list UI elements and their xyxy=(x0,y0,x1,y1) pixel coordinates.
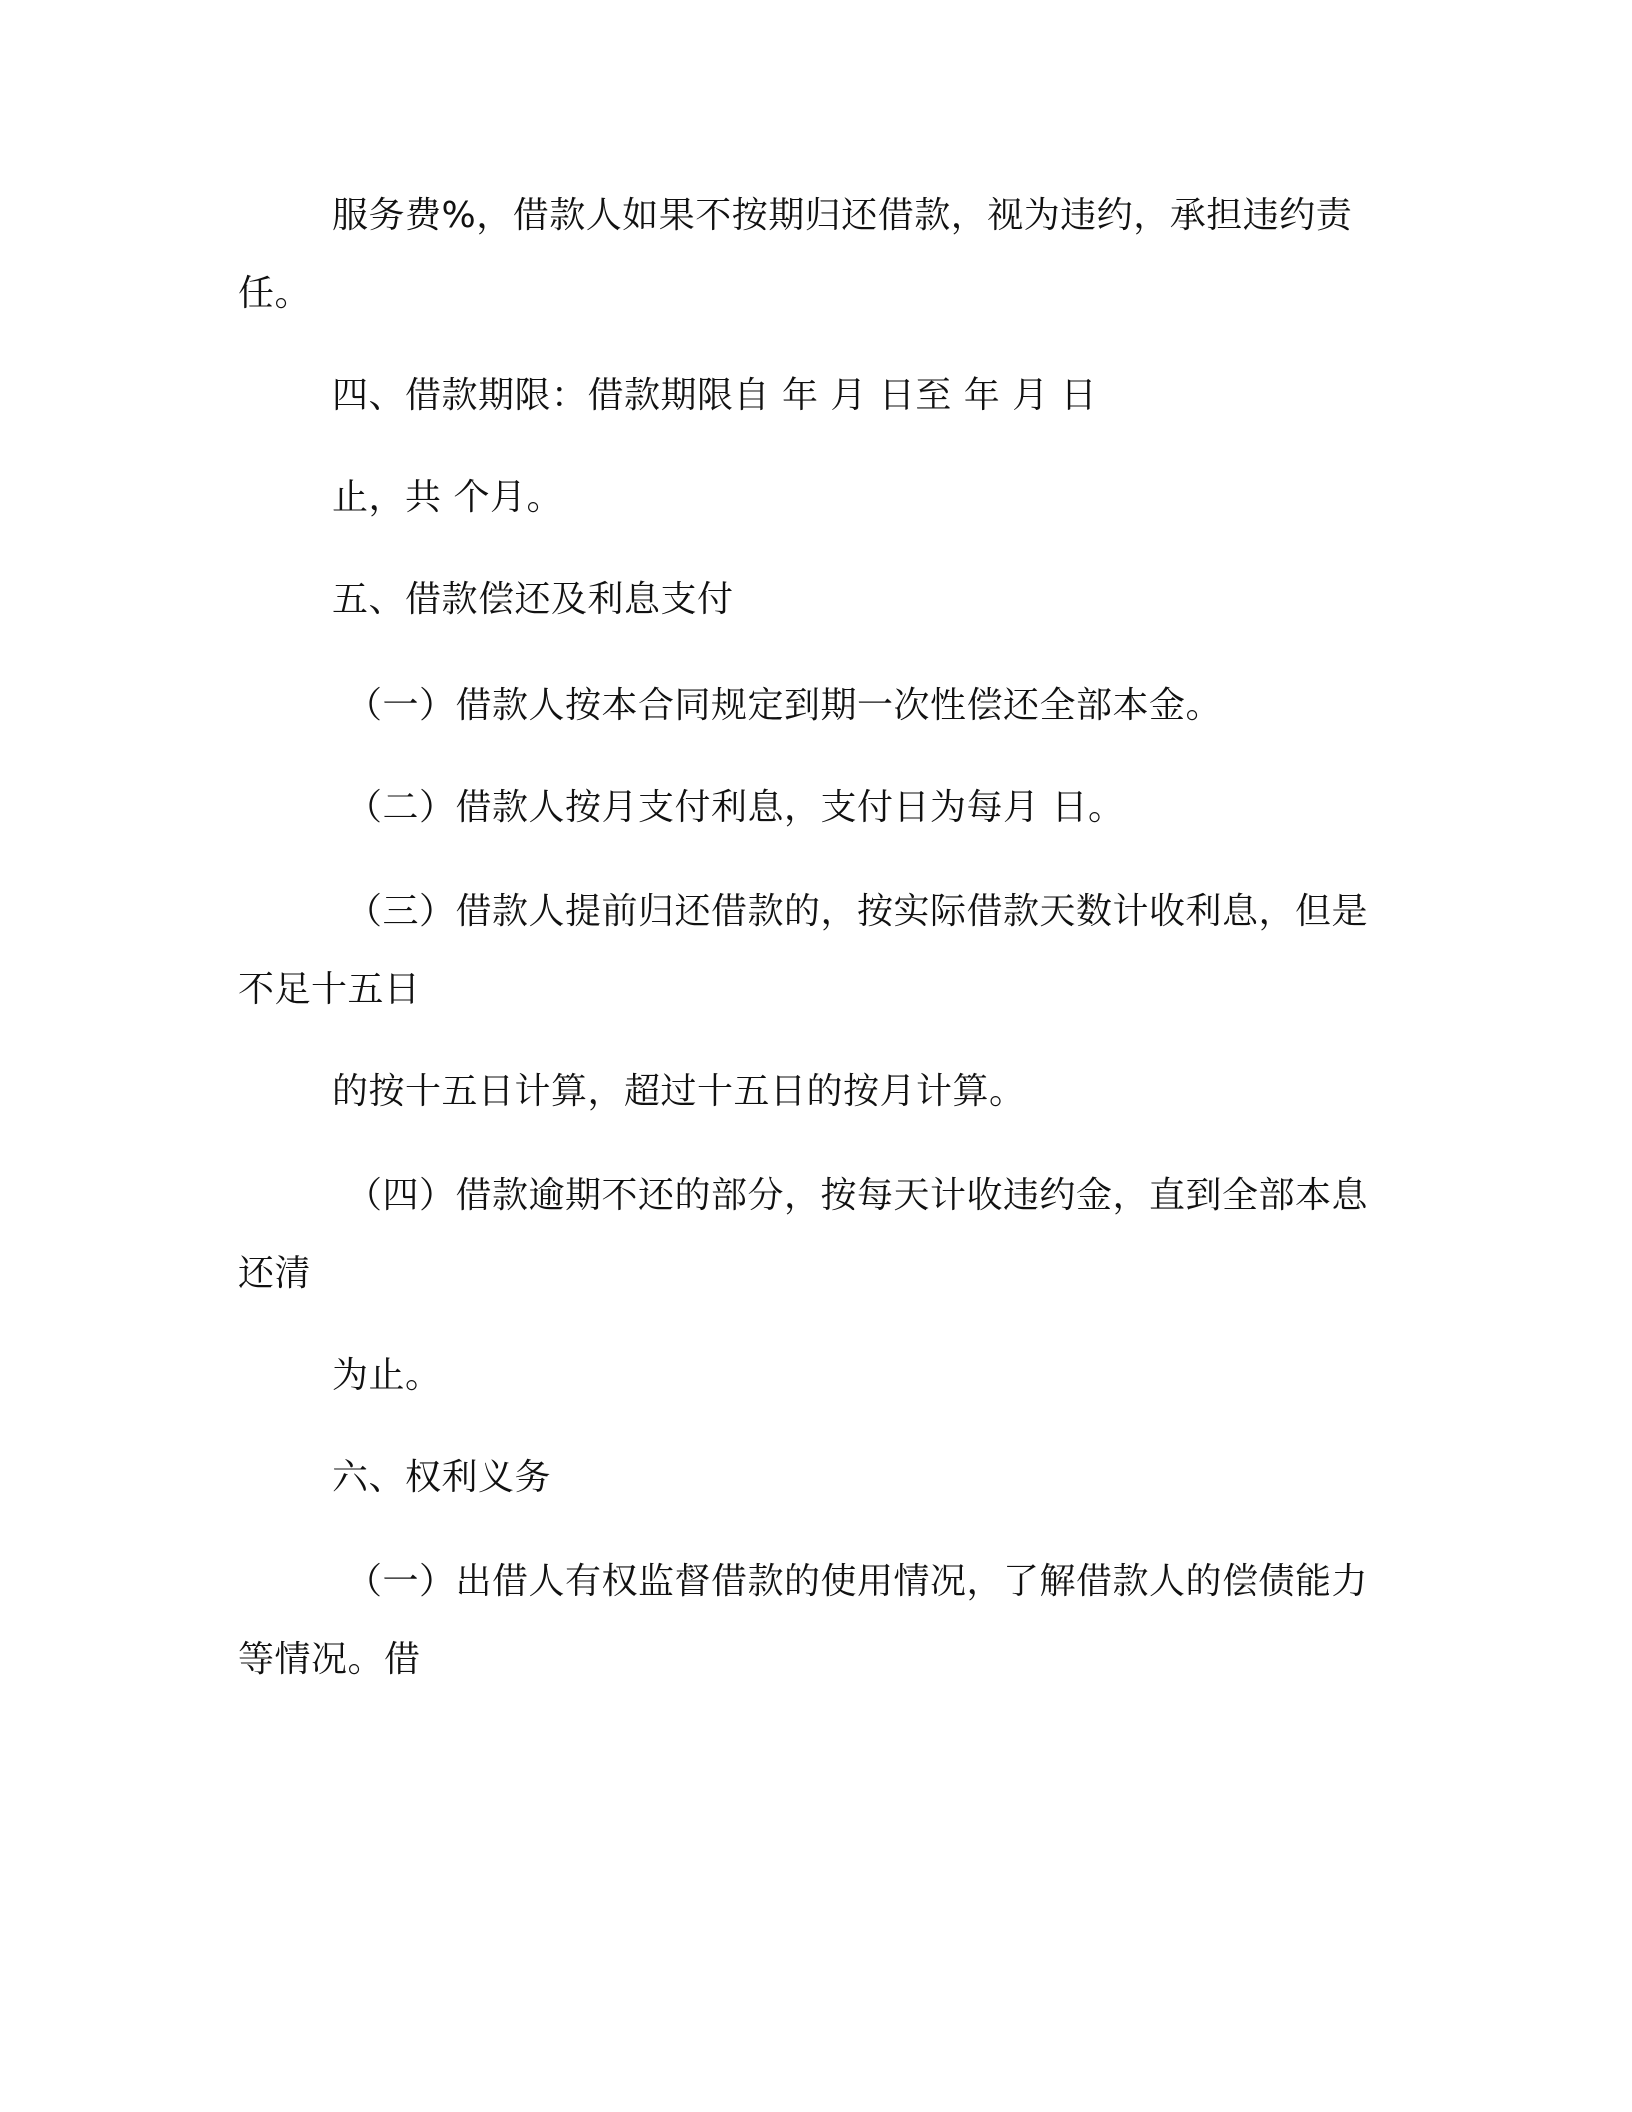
section-heading: 四、借款期限：借款期限自 年 月 日至 年 月 日 xyxy=(332,375,1098,416)
clause-item: （四）借款逾期不还的部分，按每天计收违约金，直到全部本息 xyxy=(346,1175,1369,1216)
paragraph-line: 还清 xyxy=(238,1253,312,1294)
paragraph-line: 不足十五日 xyxy=(238,969,421,1010)
clause-item: （二）借款人按月支付利息，支付日为每月 日。 xyxy=(346,787,1125,828)
section-heading: 六、权利义务 xyxy=(332,1457,552,1498)
clause-item: （一）出借人有权监督借款的使用情况，了解借款人的偿债能力 xyxy=(346,1561,1369,1602)
paragraph-line: 止，共 个月。 xyxy=(332,477,563,518)
clause-item: （一）借款人按本合同规定到期一次性偿还全部本金。 xyxy=(346,685,1223,726)
clause-item: （三）借款人提前归还借款的，按实际借款天数计收利息，但是 xyxy=(346,891,1369,932)
paragraph-line: 服务费%，借款人如果不按期归还借款，视为违约，承担违约责 xyxy=(332,195,1353,236)
paragraph-line: 等情况。借 xyxy=(238,1639,421,1680)
section-heading: 五、借款偿还及利息支付 xyxy=(332,579,734,620)
paragraph-line: 任。 xyxy=(238,273,312,314)
paragraph-line: 为止。 xyxy=(332,1355,442,1396)
paragraph-line: 的按十五日计算，超过十五日的按月计算。 xyxy=(332,1071,1026,1112)
